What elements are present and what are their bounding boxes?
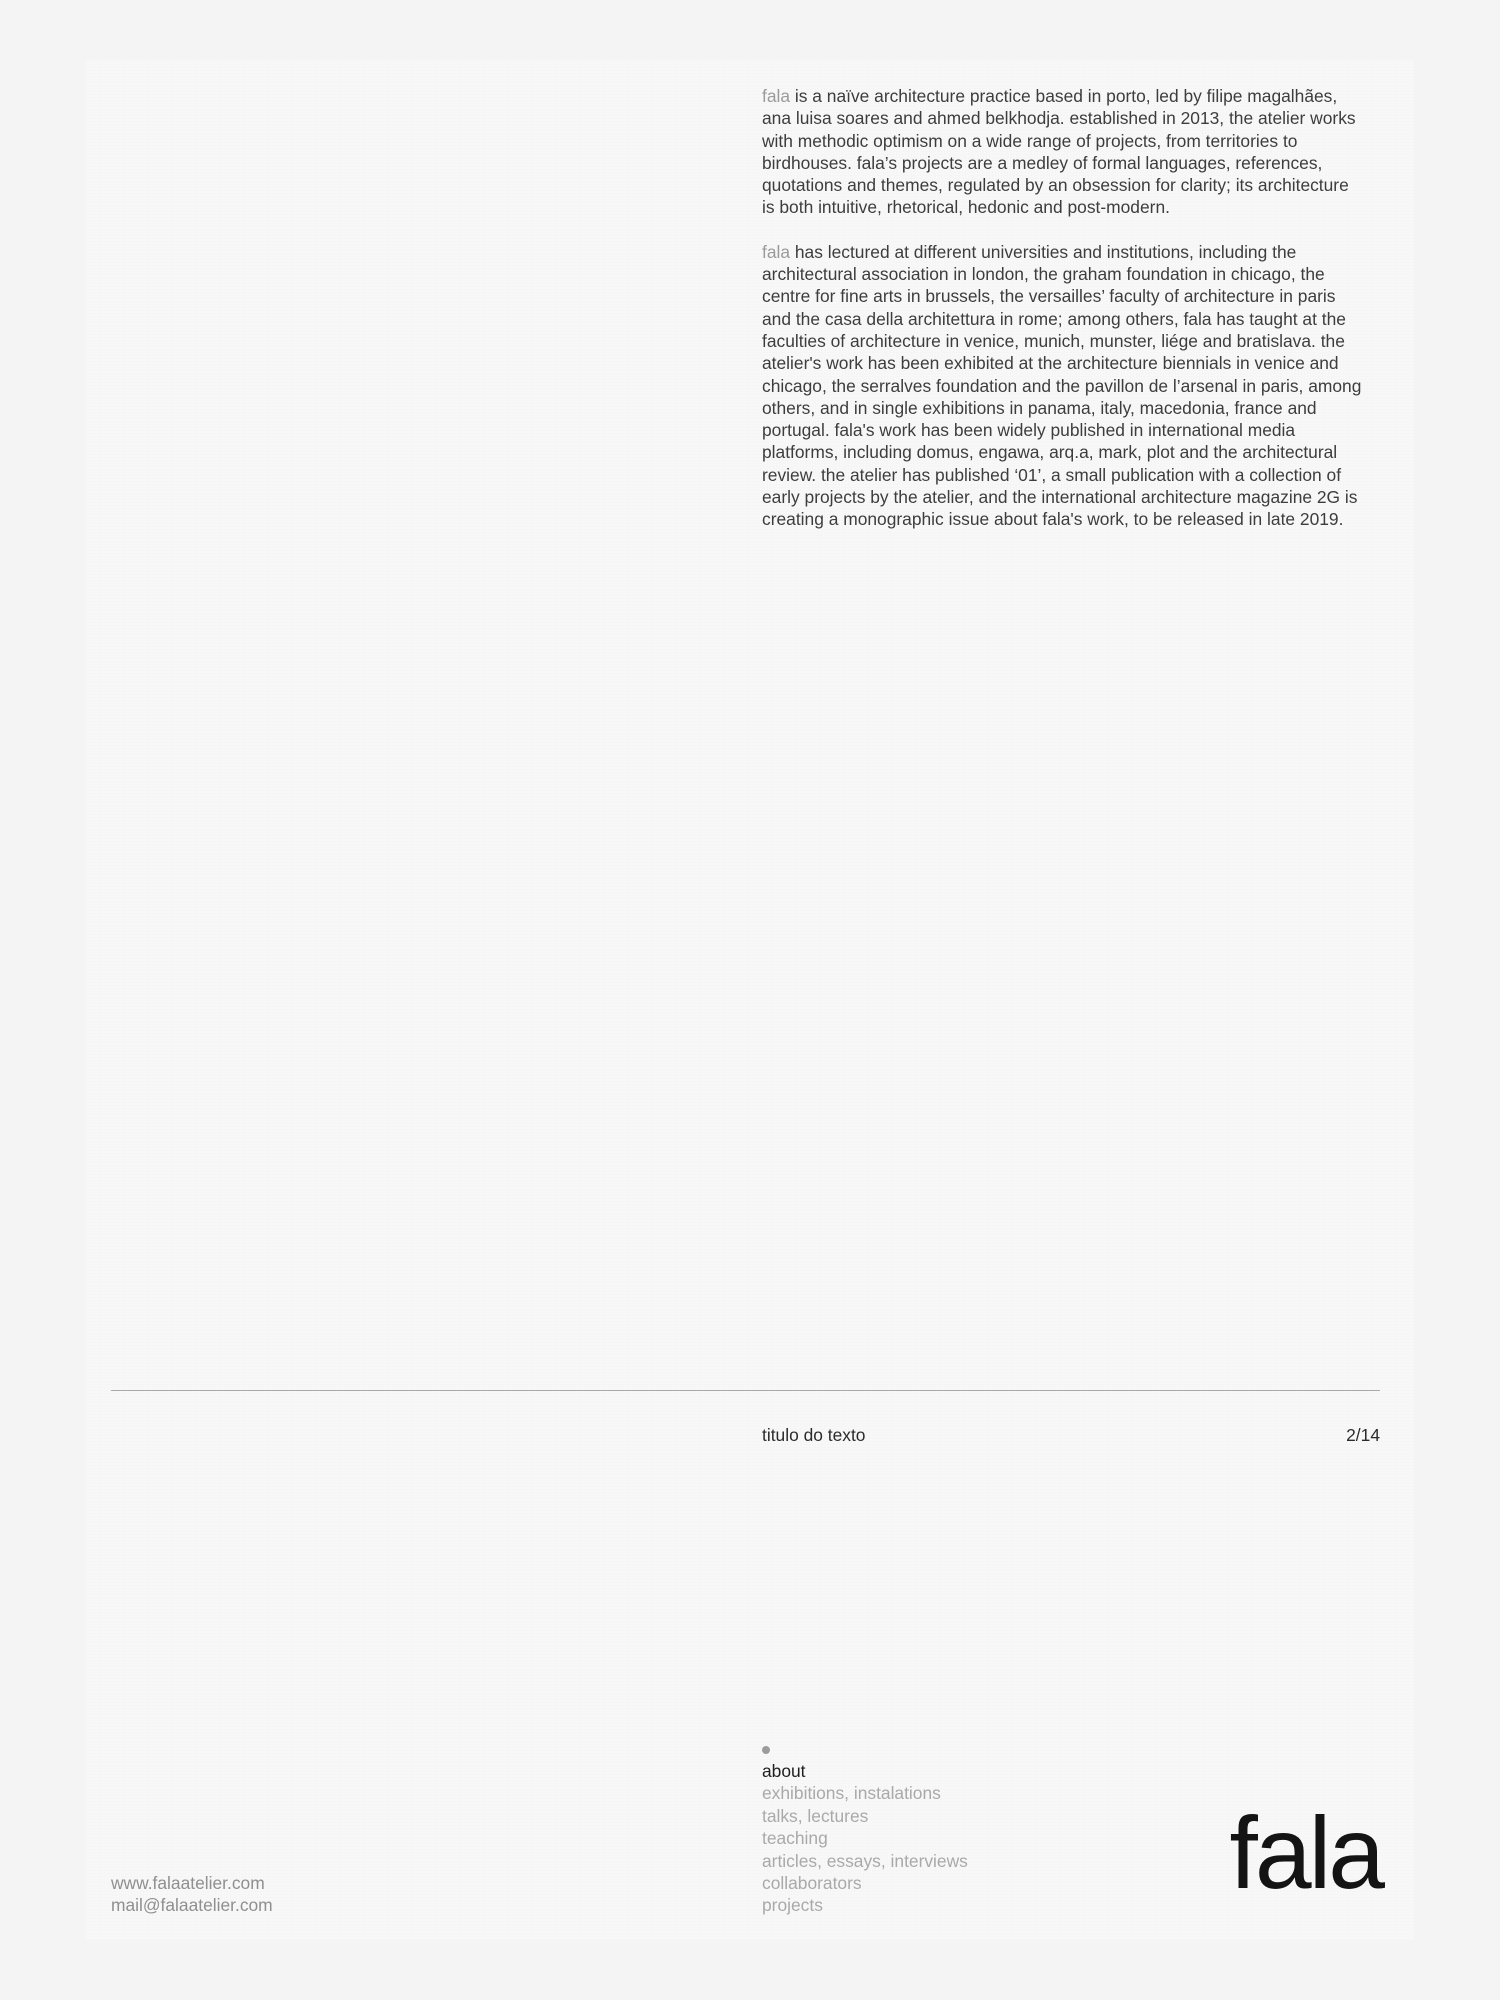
lectures-paragraph-text: has lectured at different universities and institutions, including the architectural association in london, the graham foundation in chicago, the centre for fine arts in brussels, the versailles’ faculty of architecture in paris and the casa della architettura in rome; among others, fala has taught at the faculties of architecture in venice, munich, munster, liége and bratislava. the atelier's work has been exhibited at the architecture biennials in venice and chicago, the serralves foundation and the pavillon de l’arsenal in paris, among others, and in single exhibitions in panama, italy, macedonia, france and portugal. fala's work has been widely published in international media platforms, including domus, engawa, arq.a, mark, plot and the architectural review. the atelier has published ‘01’, a small publication with a collection of early projects by the atelier, and the international architecture magazine 2G is creating a monographic issue about fala's work, to be released in late 2019.	[762, 241, 1362, 530]
dot-icon	[762, 1746, 770, 1754]
about-text	[762, 85, 1362, 553]
fala-logo[interactable]: fala	[1229, 1796, 1382, 1910]
contact-info	[111, 1872, 273, 1917]
nav-item-talks[interactable]: talks, lectures	[762, 1805, 869, 1826]
section-nav	[762, 1760, 968, 1917]
nav-item-articles[interactable]: articles, essays, interviews	[762, 1850, 968, 1871]
website-link[interactable]: www.falaatelier.com	[111, 1873, 265, 1893]
page-indicator: 2/14	[1346, 1425, 1380, 1445]
nav-item-collaborators[interactable]: collaborators	[762, 1873, 862, 1894]
nav-item-projects[interactable]: projects	[762, 1895, 823, 1916]
nav-item-exhibitions[interactable]: exhibitions, instalations	[762, 1783, 941, 1804]
brand-word: fala	[762, 86, 791, 106]
lectures-paragraph	[762, 241, 1362, 531]
page	[85, 60, 1414, 1940]
intro-paragraph-text: is a naïve architecture practice based in porto, led by filipe magalhães, ana luisa soares and ahmed belkhodja. established in 2013, the atelier works with methodic optimism on a wide range of projects, from territories to birdhouses. fala’s projects are a medley of formal languages, references, quotations and themes, regulated by an obsession for clarity; its architecture is both intuitive, rhetorical, hedonic and post-modern.	[762, 86, 1356, 218]
text-title: titulo do texto	[762, 1425, 866, 1445]
brand-word: fala	[762, 241, 791, 262]
intro-paragraph	[762, 85, 1362, 219]
divider	[111, 1390, 1380, 1391]
nav-item-teaching[interactable]: teaching	[762, 1828, 828, 1849]
email-link[interactable]: mail@falaatelier.com	[111, 1895, 273, 1916]
nav-item-about[interactable]: about	[762, 1761, 806, 1781]
